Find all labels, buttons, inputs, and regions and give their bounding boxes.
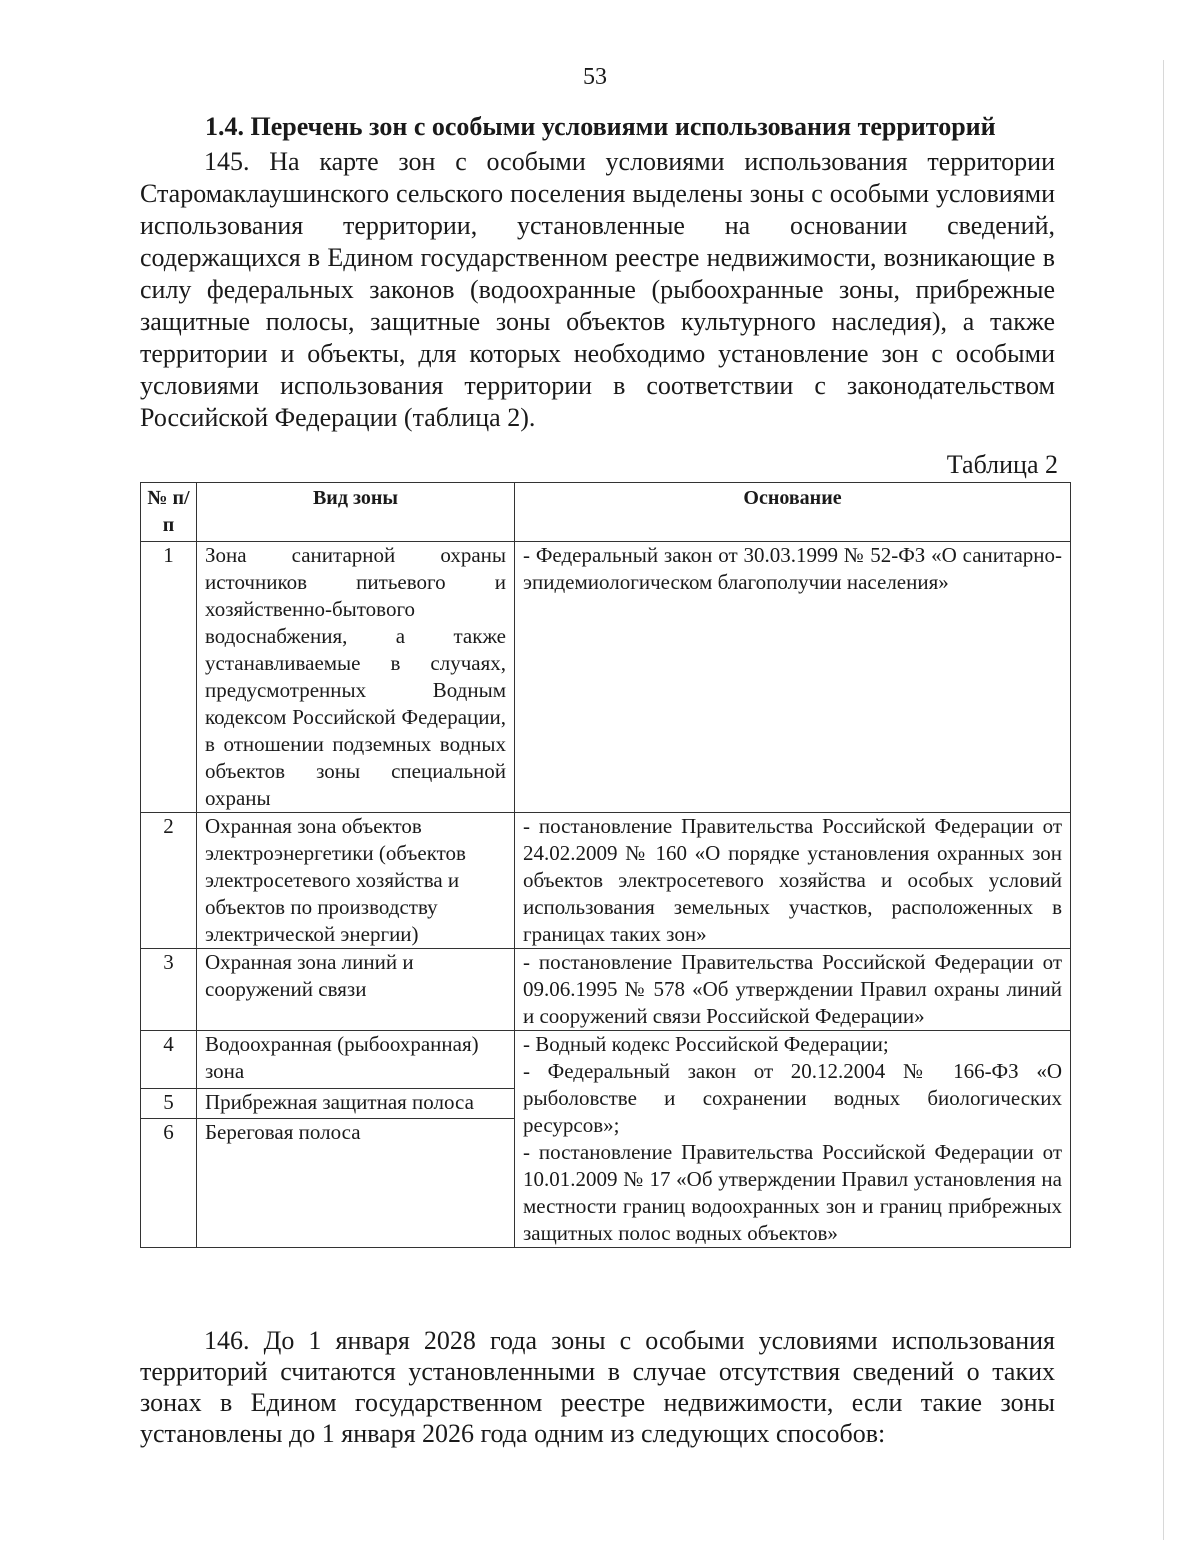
- zones-table: [140, 482, 1071, 1248]
- paragraph-145-text: 145. На карте зон с особыми условиями использования территории Старомаклаушинского сельского поселения выделены зоны с особыми условиями использования территории, установленные на основании сведений, содержащихся в Едином государственном реестре недвижимости, возникающие в силу федеральных законов (водоохранные (рыбоохранные зоны, прибрежные защитные полосы, защитные зоны объектов культурного наследия), а также территории и объекты, для которых необходимо установление зон с особыми условиями использования территории в соответствии с законодательством Российской Федерации (таблица 2).: [140, 147, 1055, 432]
- basis-cell: [515, 813, 1071, 949]
- basis-cell: [515, 542, 1071, 813]
- row-number: 6: [141, 1119, 197, 1248]
- paragraph-145: [140, 146, 1055, 434]
- zone-type-cell: Прибрежная защитная полоса: [197, 1089, 515, 1119]
- basis-item: - постановление Правительства Российской Федерации от 09.06.1995 № 578 «Об утверждении Правил охраны линий и сооружений связи Российской Федерации»: [523, 950, 1062, 1028]
- table-row: [141, 542, 1071, 813]
- paragraph-146: [140, 1325, 1055, 1449]
- row-number: 5: [141, 1089, 197, 1119]
- zone-type-cell: Водоохранная (рыбоохранная) зона: [197, 1031, 515, 1089]
- basis-cell: [515, 1031, 1071, 1248]
- table-caption: Таблица 2: [946, 450, 1058, 479]
- basis-cell: [515, 949, 1071, 1031]
- section-title: 1.4. Перечень зон с особыми условиями использования территорий: [205, 112, 996, 141]
- header-number: № п/п: [141, 483, 197, 542]
- row-number: 4: [141, 1031, 197, 1089]
- basis-item: - постановление Правительства Российской Федерации от 10.01.2009 № 17 «Об утверждении Правил установления на местности границ водоохранных зон и границ прибрежных защитных полос водных объектов»: [523, 1140, 1062, 1245]
- basis-item: - Федеральный закон от 20.12.2004 № 166-ФЗ «О рыболовстве и сохранении водных биологических ресурсов»;: [523, 1059, 1062, 1137]
- scan-edge-line: [1163, 60, 1164, 1540]
- row-number: 2: [141, 813, 197, 949]
- zone-type-cell: Береговая полоса: [197, 1119, 515, 1248]
- header-zone-type: Вид зоны: [197, 483, 515, 542]
- zone-type-cell: Охранная зона линий и сооружений связи: [197, 949, 515, 1031]
- basis-item: - постановление Правительства Российской Федерации от 24.02.2009 № 160 «О порядке установления охранных зон объектов электросетевого хозяйства и особых условий использования земельных участков, расположенных в границах таких зон»: [523, 814, 1062, 946]
- row-number: 1: [141, 542, 197, 813]
- page-number: 53: [583, 64, 607, 90]
- table-header-row: [141, 483, 1071, 542]
- table-row: [141, 813, 1071, 949]
- zone-type-cell: Зона санитарной охраны источников питьевого и хозяйственно-бытового водоснабжения, а также устанавливаемые в случаях, предусмотренных Водным кодексом Российской Федерации, в отношении подземных водных объектов зоны специальной охраны: [197, 542, 515, 813]
- paragraph-146-text: 146. До 1 января 2028 года зоны с особыми условиями использования территорий считаются установленными в случае отсутствия сведений о таких зонах в Едином государственном реестре недвижимости, если такие зоны установлены до 1 января 2026 года одним из следующих способов:: [140, 1326, 1055, 1448]
- zone-type-cell: Охранная зона объектов электроэнергетики (объектов электросетевого хозяйства и объектов по производству электрической энергии): [197, 813, 515, 949]
- table-row: [141, 949, 1071, 1031]
- basis-item: - Водный кодекс Российской Федерации;: [523, 1032, 889, 1056]
- row-number: 3: [141, 949, 197, 1031]
- header-basis: Основание: [515, 483, 1071, 542]
- table-row: [141, 1031, 1071, 1089]
- basis-item: - Федеральный закон от 30.03.1999 № 52-ФЗ «О санитарно-эпидемиологическом благополучии населения»: [523, 543, 1062, 594]
